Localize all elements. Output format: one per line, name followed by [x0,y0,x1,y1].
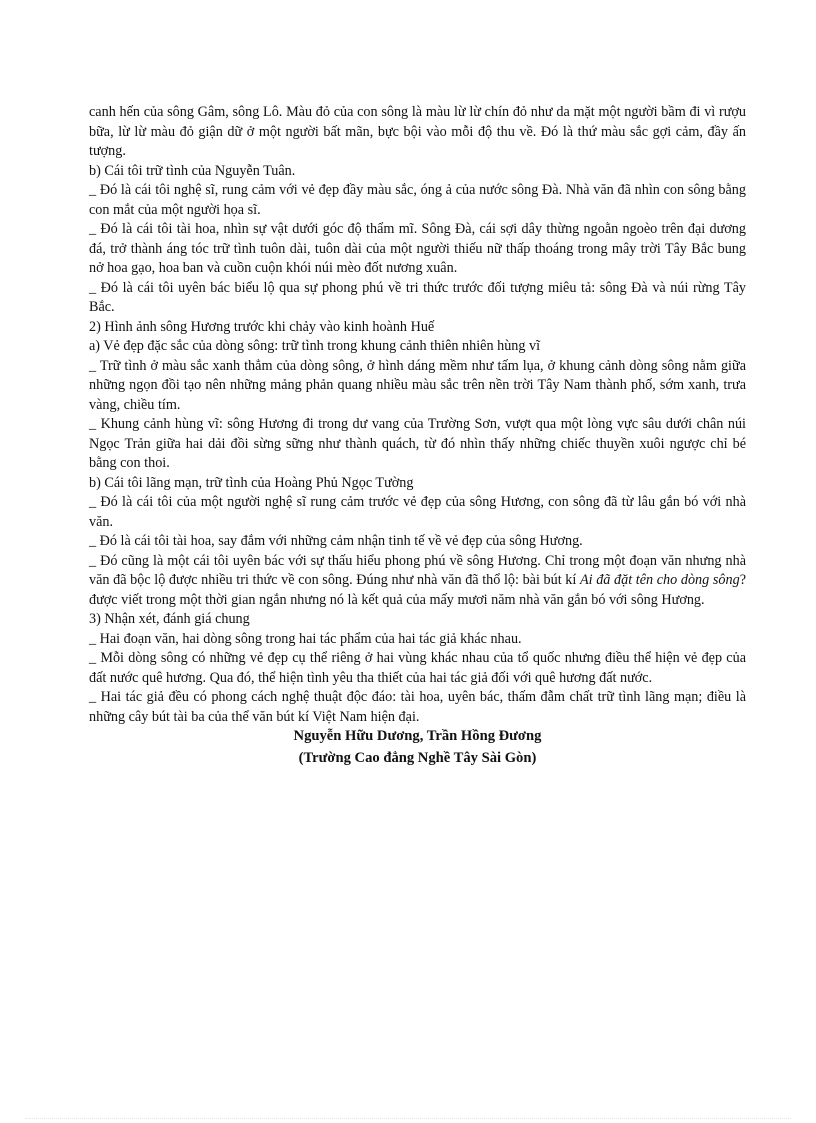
subheading-a-song-huong: a) Vẻ đẹp đặc sắc của dòng sông: trữ tình trong khung cảnh thiên nhiên hùng vĩ [89,338,541,354]
book-title-italic: Ai đã đặt tên cho dòng sông [579,572,740,588]
page-footer-rule [25,1118,791,1119]
heading-section-3: 3) Nhận xét, đánh giá chung [89,611,250,627]
subheading-b-hoang-phu-ngoc-tuong: b) Cái tôi lãng mạn, trữ tình của Hoàng Phủ Ngọc Tường [89,474,414,491]
paragraph: _ Đó là cái tôi tài hoa, say đắm với những cảm nhận tinh tế về vẻ đẹp của sông Hương. [89,533,583,549]
paragraph: _ Hai tác giả đều có phong cách nghệ thuật độc đáo: tài hoa, uyên bác, thấm đẫm chất trữ tình lãng mạn; điều là những cây bút tài ba của thể văn bút kí Việt Nam hiện đại. [89,689,746,725]
paragraph: _ Khung cảnh hùng vĩ: sông Hương đi trong dư vang của Trường Sơn, vượt qua một lòng vực sâu dưới chân núi Ngọc Trản giữa hai dải đồi sừng sững như thành quách, từ đó nhìn thấy những chiếc thuyền xuôi ngược chỉ bé bằng con thoi. [89,416,746,471]
paragraph: _ Hai đoạn văn, hai dòng sông trong hai tác phẩm của hai tác giả khác nhau. [89,630,522,647]
paragraph: canh hến của sông Gâm, sông Lô. Màu đỏ của con sông là màu lừ lừ chín đỏ như da mặt một người bầm đi vì rượu bữa, lừ lừ màu đỏ giận dữ ở một người bất mãn, bực bội vào mỗi độ thu về. Đó là thứ màu sắc gợi cảm, đầy ấn tượng. [89,104,746,159]
paragraph: _ Đó là cái tôi tài hoa, nhìn sự vật dưới góc độ thẩm mĩ. Sông Đà, cái sợi dây thừng ngoằn ngoèo trên đại dương đá, trở thành áng tóc trữ tình tuôn dài, tuôn dài của một người thiếu nữ thấp thoáng trong mây trời Tây Bắc bung nở hoa gạo, hoa ban và cuồn cuộn khói núi mèo đốt nương xuân. [89,221,746,276]
subheading-b-nguyen-tuan: b) Cái tôi trữ tình của Nguyễn Tuân. [89,162,296,179]
paragraph: _ Đó là cái tôi nghệ sĩ, rung cảm với vẻ đẹp đầy màu sắc, óng ả của nước sông Đà. Nhà văn đã nhìn con sông bằng con mắt của một người họa sĩ. [89,182,746,218]
text-run: _ Đó cũng là một cái tôi uyên bác với sự thấu hiểu phong phú về sông Hương. Chỉ trong một đoạn văn nhưng nhà văn đã bộc lộ được nhiều tri thức về con sông. Đúng như nhà văn đã thổ lộ: bài bút kí [89,552,746,588]
signature-affiliation: (Trường Cao đẳng Nghề Tây Sài Gòn) [298,749,537,766]
heading-section-2: 2) Hình ảnh sông Hương trước khi chảy vào kinh hoành Huế [89,318,435,335]
paragraph: _ Đó là cái tôi của một người nghệ sĩ rung cảm trước vẻ đẹp của sông Hương, con sông đã từ lâu gắn bó với nhà văn. [89,494,746,530]
paragraph: _ Đó là cái tôi uyên bác biểu lộ qua sự phong phú về tri thức trước đối tượng miêu tả: sông Đà và núi rừng Tây Bắc. [89,279,746,315]
signature-authors: Nguyễn Hữu Dương, Trần Hồng Đương [293,728,542,744]
paragraph: _ Mỗi dòng sông có những vẻ đẹp cụ thể riêng ở hai vùng khác nhau của tổ quốc nhưng điều thể hiện vẻ đẹp của đất nước quê hương. Qua đó, thể hiện tình yêu tha thiết của hai tác giả đối với quê hương đất nước. [89,650,746,686]
paragraph: _ Trữ tình ở màu sắc xanh thẳm của dòng sông, ở hình dáng mềm như tấm lụa, ở khung cảnh dòng sông nằm giữa những ngọn đồi tạo nên những mảng phản quang nhiều màu sắc trên nền trời Tây Nam thành phố, sớm xanh, trưa vàng, chiều tím. [89,357,746,413]
text-run: ? được viết trong một thời gian ngắn nhưng nó là kết quả của mấy mươi năm nhà văn gắn bó với sông Hương. [89,572,746,608]
document-body [89,103,746,768]
paragraph-with-italic-title [89,552,746,611]
